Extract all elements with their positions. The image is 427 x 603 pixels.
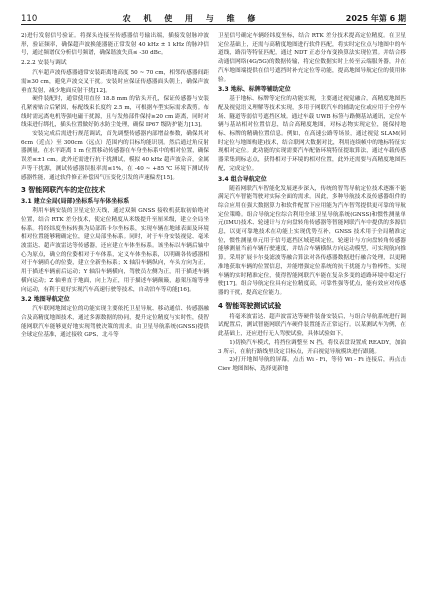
subsubsection-heading: 2.2.2 安装与调试 (21, 60, 67, 67)
section-heading: 4 智能驾驶测试试验 (218, 301, 282, 310)
body-paragraph: 卫星信号确定车辆经纬度坐标，结合 RTK 差分技术提高定位精度。在卫星定位基础上，还需与高精度地图进行软件匹配，将实时定位点与地图中的车道线，路沿等特征匹配，通过 NDT 正态分布变换算法实现位置。并结合移动通信网络(4G/5G)的数据传输，将定位数据实时上传至云端服务器，并在汽车地图端提供在信号遮挡时补充定位等功能，提高地图导航定位的使用体验。 (218, 33, 406, 83)
journal-title: 农 机 使 用 与 维 修 (122, 14, 261, 23)
issue-label: 2025 年第 6 期 (345, 14, 406, 23)
body-paragraph: 汽车联网地图定位的功能实现主要依托卫星导航、移动通信、传感器融合及高精度地图技术，通过多源数据的协同，提升定位精度与实时性，使智能网联汽车能够更好地实现驾驶决策的需求。由卫星导航系统(GNSS)提供全球定位基准，通过接收 GPS、北斗等 (21, 306, 209, 339)
subsection-heading: 3.3 地标、标牌等辅助定位 (218, 86, 291, 94)
body-paragraph: 基于地标、标牌等定位的功能实现，主要通过视觉融合，高精度地图匹配及视觉语义理解等技术实现，多用于网联汽车的辅助定位或应用于全停车场、隧道等弱信号遮挡区域。通过车载 UWB 标签与路侧基站通讯，定位车辆与基站相对位置信息，结合高精度地图，对标志物实现定位，能保持地标、标牌的精确位置信息。例如，在高速公路等场景，通过视觉 SLAM(同时定位与地图构建)技术，结合联网大数据对比，利用连续帧中的地标特征实现相对定位。此功能的实现需要汽车配备环境特征提取算法，通过车载传感器采集到标志点，获得相对于环境的相对位置，此外还需要与高精度地图匹配，完成定位。 (218, 96, 406, 172)
header-rule (21, 24, 406, 25)
running-header (21, 8, 406, 24)
subsection-heading: 3.1 建立全局(局部)坐标系与车体坐标系 (21, 198, 130, 206)
body-paragraph: 2)进行发射信号验证。将探头连接至传感器信号输出端，插接发射脉冲波形，验证频率，确保超声波换能器能正常发射 40 kHz ± 1 kHz 的脉冲信号，通过频谱仪分析信号频谱，确保谐波失真≤ -30 dBc。 (21, 33, 209, 57)
subsection-heading: 3.4 组合导航定位 (218, 175, 267, 183)
body-paragraph: 安装完成后需进行规范调试，首先调整传感器内部增益参数，确保其对 6cm（近点）至 300cm（远点）范围内的目标均能识别。然后通过角反射器测量，在水平距离 1 m 位置移动传感器在车身坐标系中的相对位置，确保误差≤±1 cm。此外还需进行抗干扰测试，模拟 40 kHz 超声波杂音，金属声等干扰源，测试传感器误报率需≤1%，在 -40 ~ +85 ℃ 环境下测试传感器性能，通过软件修正补偿因气压变化引发的声速偏差[15]。 (21, 131, 209, 181)
body-paragraph: 2)打开地图导航的屏幕，点击 Wi - Fi，等待 Wi - Fi 连接后，再点击 Ciev 地图图标，选择更新地 (218, 357, 406, 372)
body-paragraph: 将毫米波雷达、超声波雷达等硬件装备安装后，与组合导航系统进行调试配置后，测试智能网联汽车硬件装置能否正常运行。以某测试车为例，在此基础上，还应进行无人驾驶试验，具体试验如下。 (218, 313, 406, 338)
body-paragraph: 硬件装配时，通常使用直径 18.8 mm 的钻头开孔，保证传感器与安装孔紧密贴合后紧固，标配线束长度约 2.5 m，可根据车型实际需求裁剪。布线时需远离电机等强电磁干扰源，且与发热部件保持≥20 cm 距离，同时对线束进行绑扎，插头位置做好防水防尘处理，确保 IP67 级防护能力[13]。 (21, 96, 209, 129)
page-number: 110 (21, 14, 38, 24)
left-column (21, 32, 209, 594)
subsection-heading: 3.2 地图导航定位 (21, 296, 70, 304)
body-paragraph: 随着网联汽车智能化发展逐步深入，传统的智驾导航定位技术逐渐不能满足汽车智能驾驶对实际全面的需求。因此，多种导航技术及传感器组件的综合应用在强大数据算力和软件配置下应用能为汽车智驾提供更可靠的导航定位策略。组合导航定位综合利用全球卫星导航系统(GNSS)和惯性测量单元(IMU)技术、轮速计与方向盘转角传感器等智能网联汽车中提供的多源信息，以更可靠地技术在功能上实现优势互补，GNSS 技术用于全局精准定位，惯性测量单元用于信号遮挡区域延续定位，轮速计与方向盘转角传感器能够测量当前车辆行驶速度，并结合车辆横纵方向运动模型，可实现航向推算。采用扩展卡尔曼滤波等融合算法对各传感器数据进行融合处理，以更精准地获取车辆的位置信息，并能增强定位系统的抗干扰能力与鲁棒性，实现车辆的实时精准定位，使得智能网联汽车能在复杂多变的道路环境中稳定行驶[17]。组合导航定位具有定位精度高，可靠性强等优点，能有效应对传感器的干扰，提高定位能力。 (218, 185, 406, 296)
body-paragraph: 利用车辆安装的卫星定位天线，通过双频 GNSS 接收机获取初始绝对位置，结合 RTK 差分技术，使定位精度从米级提升至厘米级，建立全局坐标系。将经纬度坐标转换为局部笛卡尔坐标系，实现车辆在地球表面及环境相对位置能够精确定位，建立局部坐标系。同时，对于车身安装视觉、毫米波雷达、超声波雷达等传感器，还应建立车体坐标系。该坐标以车辆后轴中心为原点，确立的位姿相对于车体系，定义车体坐标系，以明确各传感器相对于车辆质心的位姿，建立全新坐标系；X 轴沿车辆纵向，车头方向为正，用于描述车辆前后运动；Y 轴沿车辆横向，驾驶员左侧为正，用于描述车辆横向运动；Z 轴垂直于地面，向上为正，用于描述车辆颠簸，悬架压缩等垂向运动，有利于更好实现汽车高速行驶等技术，自动泊车等功能[16]。 (21, 208, 209, 293)
body-paragraph: 汽车超声波传感器通常安装距离地高度 50 ~ 70 cm，相邻传感器间距需≥30 cm，避免声波交叉干扰。安装时应保证传感器面头朝上，确保声波垂直发射，减少地面反射干扰[12]。 (21, 70, 209, 94)
section-heading: 3 智能网联汽车的定位技术 (21, 186, 106, 195)
right-column (218, 32, 406, 594)
body-paragraph: 1)切换汽车模式，将挡位调整至 N 挡，将仪表盘设置成 READY，加油 3 所示，在航行路线里设定目标点，开启视觉导航模块进行跟随。 (218, 339, 406, 355)
